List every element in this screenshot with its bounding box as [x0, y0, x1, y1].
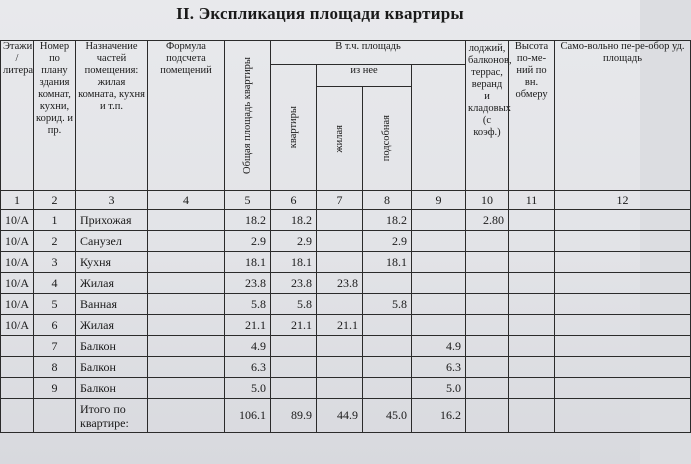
cell-name: Балкон	[76, 378, 148, 399]
cell-flat: 18.2	[271, 210, 317, 231]
cell-formula	[148, 336, 225, 357]
cell-formula	[148, 378, 225, 399]
cell-unauth	[509, 336, 555, 357]
cell-living: 23.8	[317, 273, 363, 294]
cell-total: 6.3	[225, 357, 271, 378]
cell-name: Балкон	[76, 336, 148, 357]
header-group-area: В т.ч. площадь	[271, 41, 466, 65]
cell-name: Жилая	[76, 315, 148, 336]
cell-formula	[148, 231, 225, 252]
cell-living	[317, 294, 363, 315]
cell-flat	[271, 357, 317, 378]
cell-living	[317, 378, 363, 399]
table-row	[1, 336, 691, 357]
cell-unauth	[509, 357, 555, 378]
cell-height	[466, 231, 509, 252]
cell-floor	[1, 378, 34, 399]
cell-total: 2.9	[225, 231, 271, 252]
cell-note	[555, 210, 691, 231]
cell-aux	[363, 315, 412, 336]
column-number: 5	[225, 191, 271, 210]
cell-num: 8	[34, 357, 76, 378]
cell-balcony	[412, 252, 466, 273]
column-number: 6	[271, 191, 317, 210]
table-row	[1, 378, 691, 399]
cell-height	[466, 378, 509, 399]
cell-balcony: 6.3	[412, 357, 466, 378]
cell-flat	[271, 336, 317, 357]
cell-note	[555, 231, 691, 252]
cell-name: Жилая	[76, 273, 148, 294]
cell-num: 2	[34, 231, 76, 252]
cell-note	[555, 252, 691, 273]
cell-formula	[148, 210, 225, 231]
header-balcony	[466, 41, 512, 191]
header-floor: Этажи / литера	[1, 41, 34, 191]
header-flat-area	[271, 65, 317, 191]
cell-formula	[148, 357, 225, 378]
cell-height	[466, 336, 509, 357]
cell-formula	[148, 315, 225, 336]
table-row	[1, 315, 691, 336]
cell-living	[317, 210, 363, 231]
cell-empty	[1, 399, 34, 433]
cell-unauth	[509, 210, 555, 231]
cell-unauth	[509, 231, 555, 252]
cell-name: Ванная	[76, 294, 148, 315]
cell-empty	[34, 399, 76, 433]
cell-flat: 2.9	[271, 231, 317, 252]
cell-num: 3	[34, 252, 76, 273]
cell-total: 21.1	[225, 315, 271, 336]
cell-balcony	[412, 210, 466, 231]
total-label: Итого по квартире:	[76, 399, 148, 433]
table-row	[1, 231, 691, 252]
table-row	[1, 294, 691, 315]
header-balcony-text: лоджий, балконов, террас, веранд и кладовых (с коэф.)	[468, 43, 512, 138]
cell-aux	[363, 357, 412, 378]
header-total-area	[225, 41, 271, 191]
cell-aux	[363, 378, 412, 399]
cell-floor	[1, 336, 34, 357]
cell-empty	[555, 399, 691, 433]
cell-aux: 18.1	[363, 252, 412, 273]
cell-flat: 18.1	[271, 252, 317, 273]
cell-formula	[148, 294, 225, 315]
header-subgroup: из нее	[317, 65, 412, 87]
cell-balcony	[412, 315, 466, 336]
total-flat: 89.9	[271, 399, 317, 433]
cell-unauth	[509, 378, 555, 399]
header-total-area-text: Общая площадь квартиры	[241, 57, 253, 174]
cell-height	[466, 315, 509, 336]
header-aux-text: подсобная	[381, 115, 392, 162]
cell-flat: 21.1	[271, 315, 317, 336]
cell-empty	[148, 399, 225, 433]
table-row	[1, 357, 691, 378]
cell-note	[555, 315, 691, 336]
cell-unauth	[509, 294, 555, 315]
column-number: 11	[509, 191, 555, 210]
cell-height	[466, 357, 509, 378]
page-title: II. Экспликация площади квартиры	[176, 4, 464, 23]
column-numbers-row	[1, 191, 691, 210]
cell-balcony: 5.0	[412, 378, 466, 399]
cell-aux: 18.2	[363, 210, 412, 231]
cell-note	[555, 294, 691, 315]
cell-flat	[271, 378, 317, 399]
cell-note	[555, 273, 691, 294]
cell-aux: 5.8	[363, 294, 412, 315]
header-height: Высота по-ме-ний по вн. обмеру	[509, 41, 555, 191]
header-aux	[363, 87, 412, 191]
cell-total: 23.8	[225, 273, 271, 294]
cell-total: 18.2	[225, 210, 271, 231]
cell-floor: 10/А	[1, 315, 34, 336]
cell-unauth	[509, 273, 555, 294]
cell-total: 5.0	[225, 378, 271, 399]
cell-total: 4.9	[225, 336, 271, 357]
cell-balcony	[412, 294, 466, 315]
header-empty	[412, 65, 466, 191]
cell-note	[555, 336, 691, 357]
cell-balcony: 4.9	[412, 336, 466, 357]
cell-empty	[509, 399, 555, 433]
cell-name: Прихожая	[76, 210, 148, 231]
cell-name: Кухня	[76, 252, 148, 273]
cell-living	[317, 357, 363, 378]
cell-num: 1	[34, 210, 76, 231]
cell-floor: 10/А	[1, 294, 34, 315]
cell-total: 18.1	[225, 252, 271, 273]
cell-aux	[363, 336, 412, 357]
cell-num: 6	[34, 315, 76, 336]
cell-floor: 10/А	[1, 252, 34, 273]
cell-num: 7	[34, 336, 76, 357]
cell-empty	[466, 399, 509, 433]
cell-unauth	[509, 252, 555, 273]
explication-table	[0, 40, 691, 433]
cell-height	[466, 273, 509, 294]
cell-num: 9	[34, 378, 76, 399]
column-number: 7	[317, 191, 363, 210]
cell-total: 5.8	[225, 294, 271, 315]
column-number: 8	[363, 191, 412, 210]
cell-num: 5	[34, 294, 76, 315]
cell-floor: 10/А	[1, 210, 34, 231]
total-area: 106.1	[225, 399, 271, 433]
cell-floor: 10/А	[1, 273, 34, 294]
column-number: 2	[34, 191, 76, 210]
cell-floor	[1, 357, 34, 378]
cell-name: Санузел	[76, 231, 148, 252]
header-number: Номер по плану здания комнат, кухни, корид. и пр.	[34, 41, 76, 191]
column-number: 1	[1, 191, 34, 210]
header-living	[317, 87, 363, 191]
cell-living	[317, 252, 363, 273]
cell-flat: 23.8	[271, 273, 317, 294]
cell-height	[466, 252, 509, 273]
cell-living: 21.1	[317, 315, 363, 336]
cell-aux: 2.9	[363, 231, 412, 252]
cell-note	[555, 378, 691, 399]
header-unauth: Само-вольно пе-ре-обор уд. площадь	[555, 41, 691, 191]
cell-formula	[148, 252, 225, 273]
cell-height: 2.80	[466, 210, 509, 231]
cell-aux	[363, 273, 412, 294]
cell-living	[317, 336, 363, 357]
total-aux: 45.0	[363, 399, 412, 433]
cell-height	[466, 294, 509, 315]
column-number: 12	[555, 191, 691, 210]
cell-living	[317, 231, 363, 252]
header-living-text: жилая	[333, 124, 345, 153]
column-number: 4	[148, 191, 225, 210]
cell-balcony	[412, 231, 466, 252]
cell-formula	[148, 273, 225, 294]
total-row	[1, 399, 691, 433]
cell-note	[555, 357, 691, 378]
cell-balcony	[412, 273, 466, 294]
cell-flat: 5.8	[271, 294, 317, 315]
table-row	[1, 273, 691, 294]
column-number: 9	[412, 191, 466, 210]
column-number: 3	[76, 191, 148, 210]
cell-name: Балкон	[76, 357, 148, 378]
header-purpose: Назначение частей помещения: жилая комната, кухня и т.п.	[76, 41, 148, 191]
header-flat-area-text: квартиры	[287, 106, 299, 149]
total-living: 44.9	[317, 399, 363, 433]
cell-num: 4	[34, 273, 76, 294]
column-number: 10	[466, 191, 509, 210]
total-balcony: 16.2	[412, 399, 466, 433]
header-formula: Формула подсчета помещений	[148, 41, 225, 191]
table-row	[1, 252, 691, 273]
cell-unauth	[509, 315, 555, 336]
cell-floor: 10/А	[1, 231, 34, 252]
table-row	[1, 210, 691, 231]
